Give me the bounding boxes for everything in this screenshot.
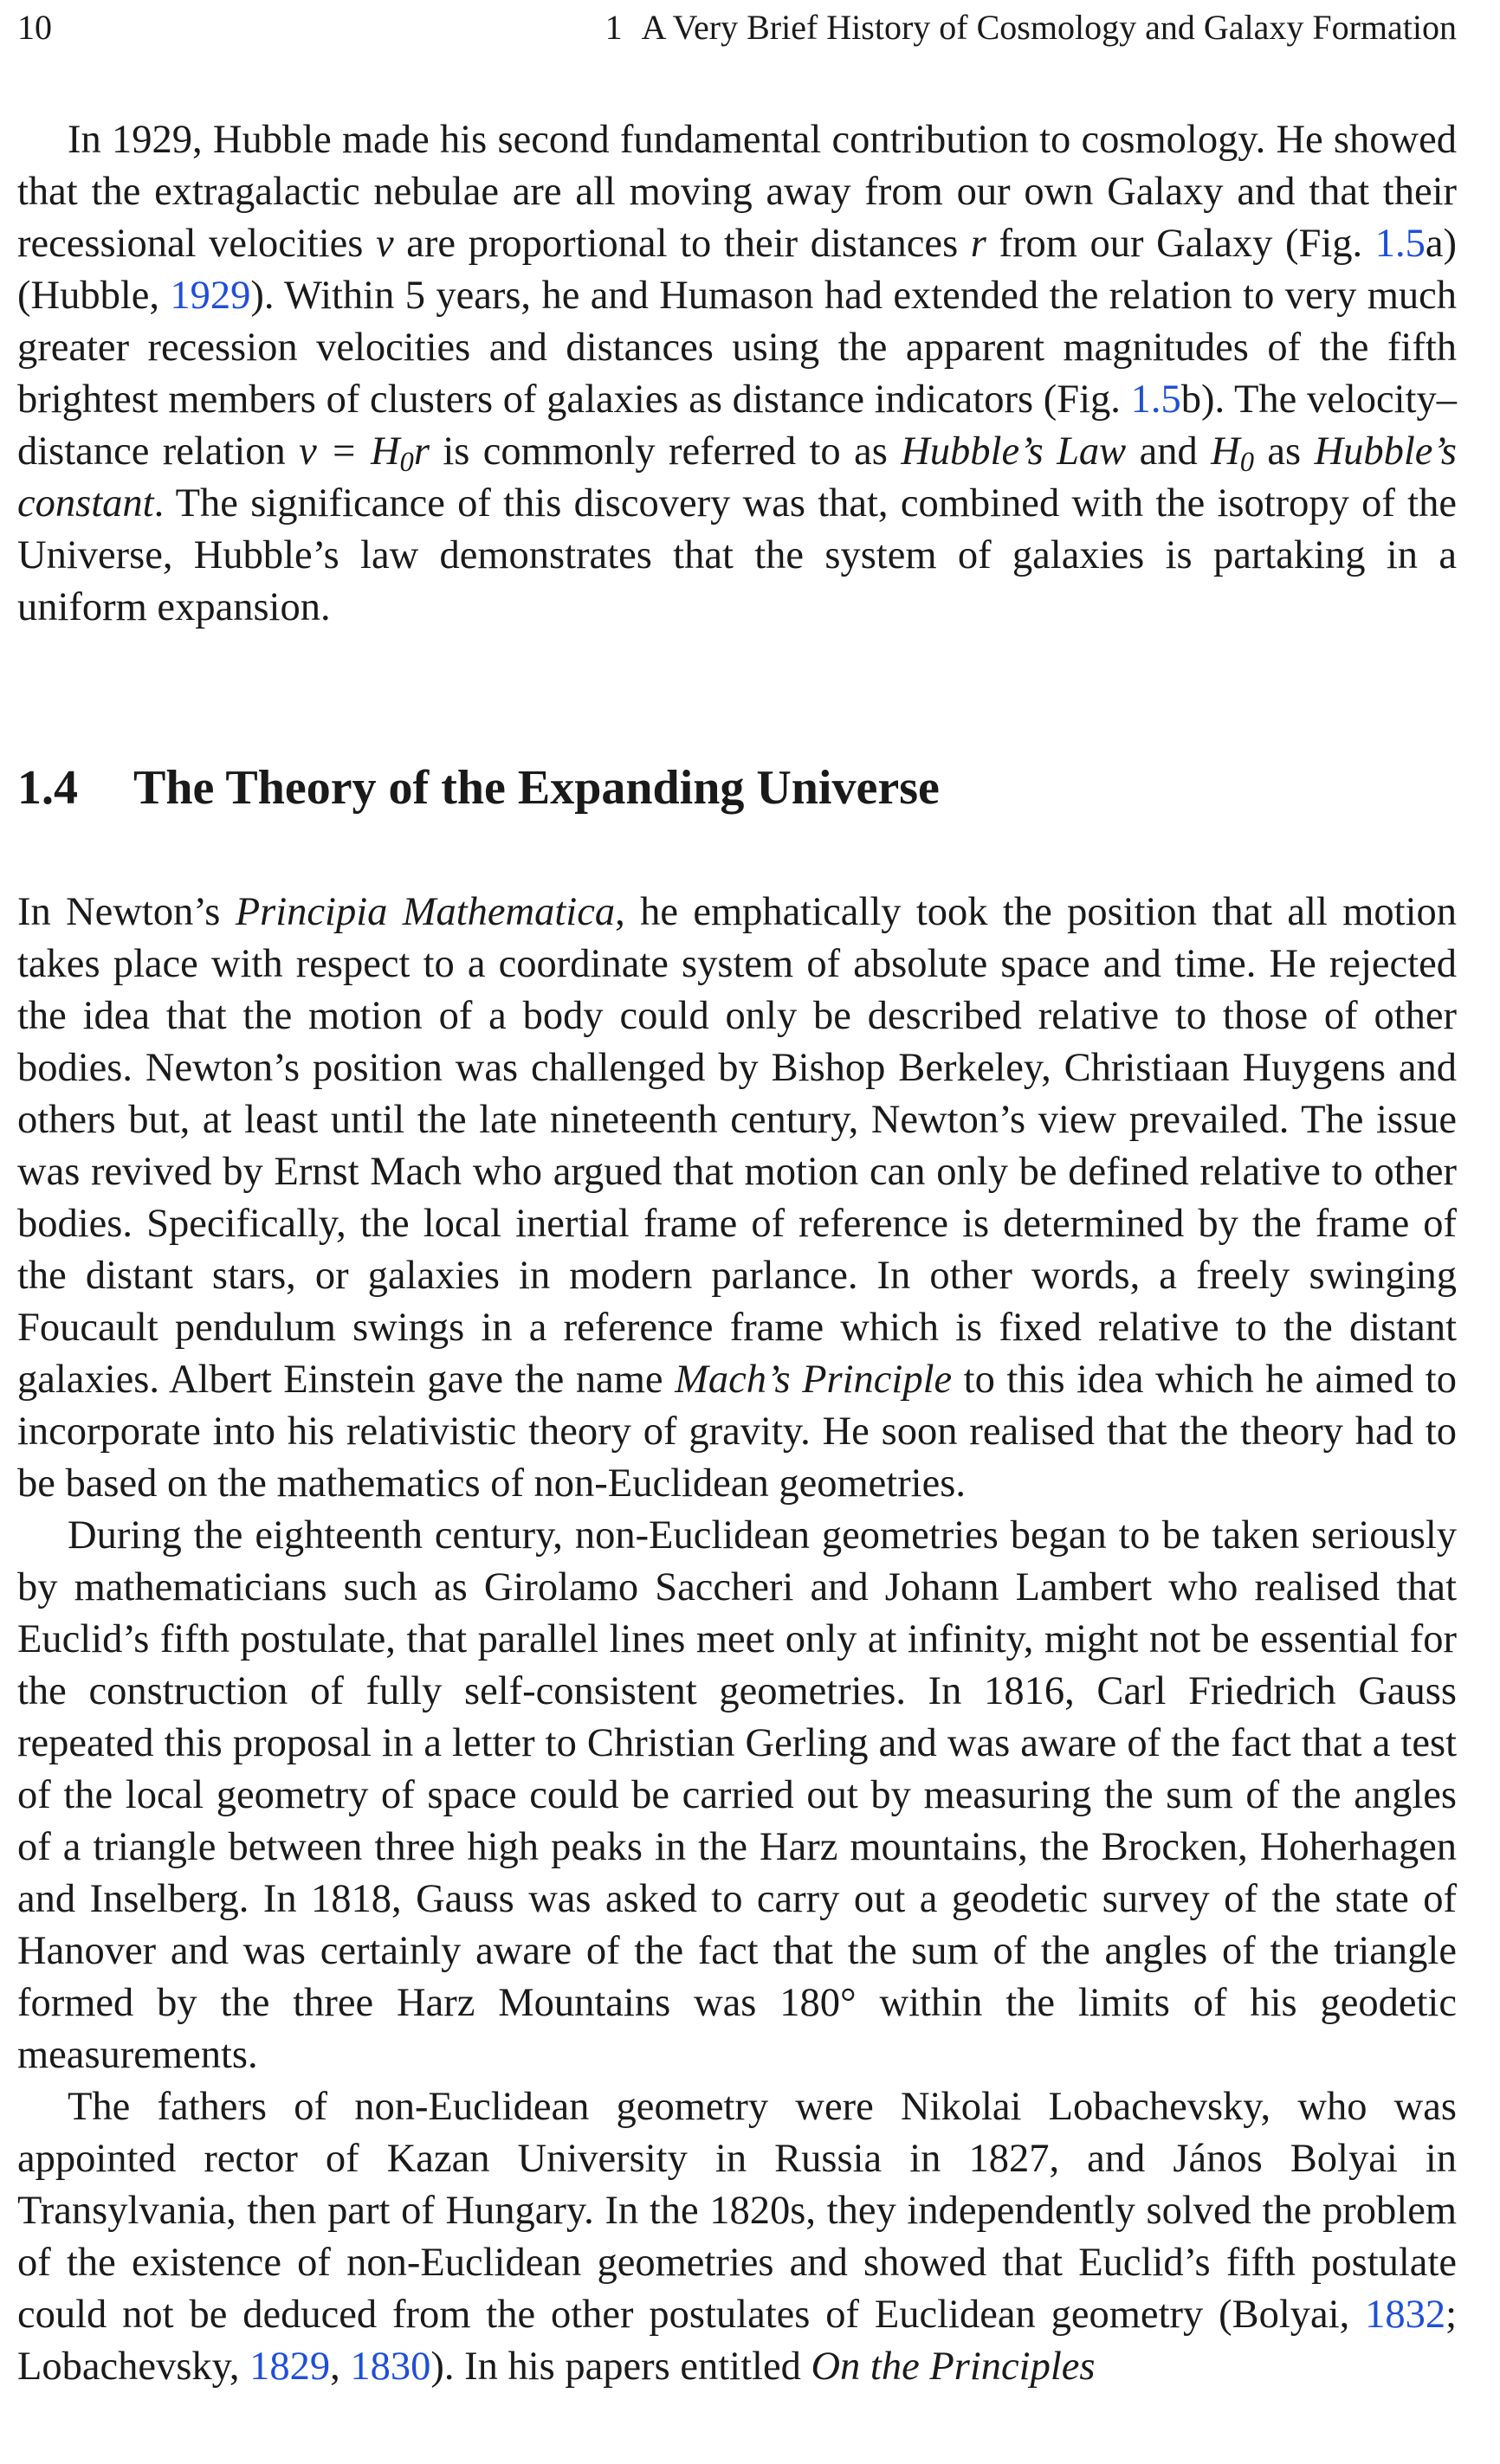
math-r: r xyxy=(970,222,986,266)
page-number: 10 xyxy=(17,8,52,47)
paragraph-non-euclidean: During the eighteenth century, non-Euclidean geometries began to be taken seriously by mathematicians such as Girolamo Saccheri and Johann Lambert who realised that Euclid’s fifth postulate, that parallel lines meet only at infinity, might not be essential for the construction of fully self-consistent geometries. In 1816, Carl Friedrich Gauss repeated this proposal in a letter to Christian Gerling and was aware of the fact that a test of the local geometry of space could be carried out by measuring the sum of the angles of a triangle between three high peaks in the Harz mountains, the Brocken, Hoherhagen and Inselberg. In 1818, Gauss was asked to carry out a geodetic survey of the state of Hanover and was certainly aware of the fact that the sum of the angles of the triangle formed by the three Harz Mountains was 180° within the limits of his geodetic measurements. xyxy=(17,1513,1457,2077)
text-run: ). Within 5 years, he and Humason had extended the relation to very much greater recession velocities and distances using the apparent magnitudes of the fifth brightest members of clusters of galaxies as distance indicators (Fig. xyxy=(17,274,1457,422)
text-run: as xyxy=(1254,429,1315,474)
section-heading xyxy=(17,762,1457,814)
text-run: In 1929, Hubble made his second fundamental contribution to cosmology. He showed that the extragalactic nebulae are all moving away from our own Galaxy and that their recessional velocities xyxy=(17,118,1457,266)
figure-link-1-5a[interactable]: 1.5 xyxy=(1374,222,1426,266)
equation-main: v = H xyxy=(299,429,400,474)
text-run: , he emphatically took the position that all motion takes place with respect to a coordinate system of absolute space and time. He rejected the idea that the motion of a body could only be described relative to those of other bodies. Newton’s position was challenged by Bishop Berkeley, Christiaan Huygens and others but, at least until the late nineteenth century, Newton’s view prevailed. The issue was revived by Ernst Mach who argued that motion can only be defined relative to other bodies. Specifically, the local inertial frame of reference is determined by the frame of the distant stars, or galaxies in modern parlance. In other words, a freely swinging Foucault pendulum swings in a reference frame which is fixed relative to the distant galaxies. Albert Einstein gave the name xyxy=(17,890,1457,1402)
equation-r: r xyxy=(413,429,430,474)
citation-link-bolyai-1832[interactable]: 1832 xyxy=(1365,2293,1446,2337)
citation-link-lobachevsky-1829[interactable]: 1829 xyxy=(249,2345,331,2389)
text-run: b). The velocity–distance relation xyxy=(17,377,1457,474)
equation-hubble xyxy=(299,429,430,479)
term-hubbles-law: Hubble’s Law xyxy=(901,429,1127,474)
text-run: are proportional to their distances xyxy=(393,222,971,266)
text-run: to this idea which he aimed to incorporate into his relativistic theory of gravity. He soon realised that the theory had to be based on the mathematics of non-Euclidean geometries. xyxy=(17,1358,1457,1506)
text-run: a) (Hubble, xyxy=(17,222,1457,318)
text-run: . The significance of this discovery was that, combined with the isotropy of the Universe, Hubble’s law demonstrates that the system of galaxies is partaking in a uniform expansion. xyxy=(17,481,1457,629)
section-title: The Theory of the Expanding Universe xyxy=(133,761,940,815)
text-run: ). In his papers entitled xyxy=(430,2345,811,2389)
equation-subscript: 0 xyxy=(399,447,414,479)
text-run: ; Lobachevsky, xyxy=(17,2293,1457,2389)
text-run: from our Galaxy (Fig. xyxy=(986,222,1375,266)
term-hubbles-constant: Hubble’s constant xyxy=(17,429,1457,526)
book-page xyxy=(17,0,1457,2393)
chapter-title: A Very Brief History of Cosmology and Galaxy Formation xyxy=(641,8,1457,47)
citation-link-hubble-1929[interactable]: 1929 xyxy=(170,274,251,318)
paragraph-hubble-law xyxy=(17,114,1457,634)
text-run: , xyxy=(330,2345,351,2389)
term-machs-principle: Mach’s Principle xyxy=(675,1358,953,1402)
term-principia: Principia Mathematica xyxy=(235,890,616,934)
text-run: The fathers of non-Euclidean geometry were Nikolai Lobachevsky, who was appointed rector of Kazan University in Russia in 1827, and János Bolyai in Transylvania, then part of Hungary. In the 1820s, they independently solved the problem of the existence of non-Euclidean geometries and showed that Euclid’s fifth postulate could not be deduced from the other postulates of Euclidean geometry (Bolyai, xyxy=(17,2085,1457,2337)
math-v: v xyxy=(376,222,394,266)
citation-link-lobachevsky-1830[interactable]: 1830 xyxy=(350,2345,431,2389)
chapter-number: 1 xyxy=(605,8,623,47)
term-on-the-principles: On the Principles xyxy=(811,2345,1096,2389)
text-run: In Newton’s xyxy=(17,890,236,934)
text-run: and xyxy=(1126,429,1212,474)
paragraph-newton xyxy=(17,887,1457,1510)
running-head xyxy=(17,0,1457,55)
figure-link-1-5b[interactable]: 1.5 xyxy=(1130,377,1181,422)
math-h: H xyxy=(1211,429,1240,474)
chapter-heading xyxy=(605,0,1457,55)
paragraph-lobachevsky-bolyai xyxy=(17,2081,1457,2393)
section-number: 1.4 xyxy=(17,761,78,815)
math-h-subscript: 0 xyxy=(1239,447,1254,479)
text-run: is commonly referred to as xyxy=(429,429,902,474)
math-h0 xyxy=(1211,429,1254,479)
